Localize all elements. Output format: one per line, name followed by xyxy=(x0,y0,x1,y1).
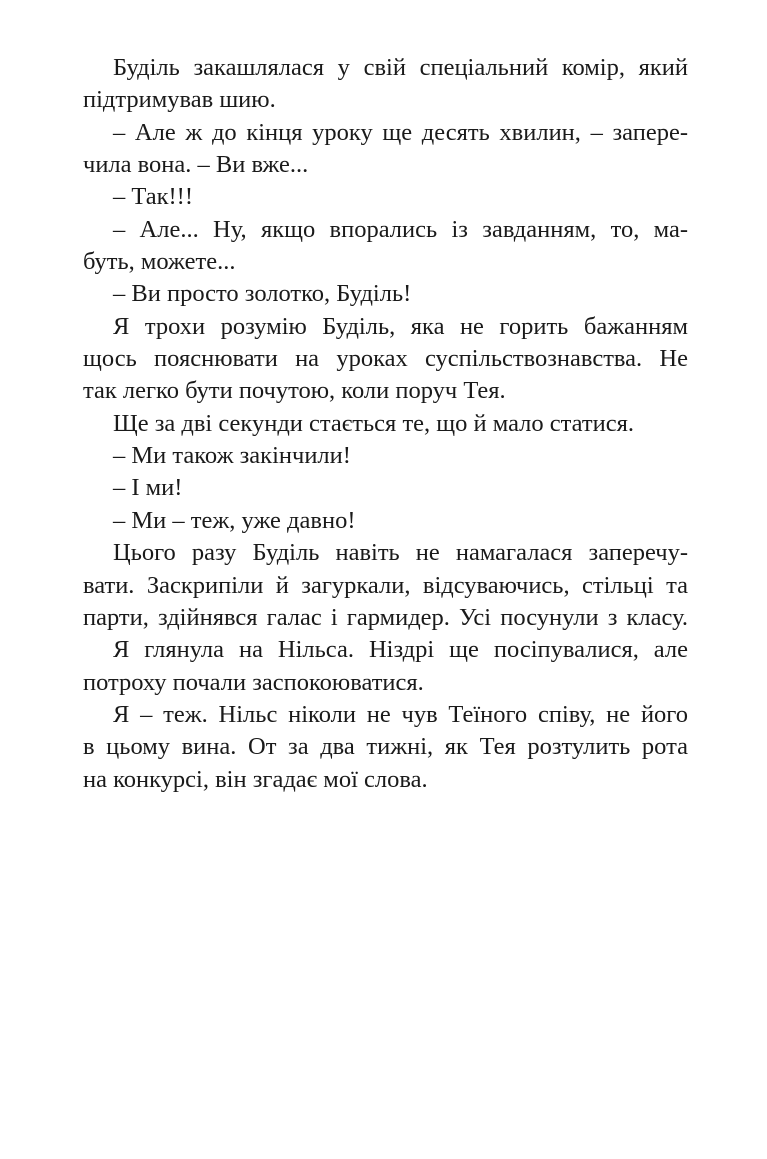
text-line-14: – І ми! xyxy=(113,474,183,502)
text-line-11: так легко бути почутою, коли поруч Тея. xyxy=(83,377,506,405)
text-line-16: Цього разу Буділь навіть не намагалася заперечу- xyxy=(113,539,688,567)
text-line-23: на конкурсі, він згадає мої слова. xyxy=(83,765,428,793)
text-line-19: Я глянула на Нільса. Ніздрі ще посіпувалися, але xyxy=(113,636,688,664)
text-line-13: – Ми також закінчили! xyxy=(113,442,351,470)
text-line-22: в цьому вина. От за два тижні, як Тея розтулить рота xyxy=(83,733,688,761)
text-line-3: – Але ж до кінця уроку ще десять хвилин, – запере- xyxy=(113,118,688,146)
body-text xyxy=(83,52,688,796)
text-line-5: – Так!!! xyxy=(113,183,193,211)
text-line-15: – Ми – теж, уже давно! xyxy=(113,506,356,534)
text-line-9: Я трохи розумію Буділь, яка не горить бажанням xyxy=(113,312,688,340)
text-line-21: Я – теж. Нільс ніколи не чув Теїного співу, не його xyxy=(113,700,688,728)
text-line-10: щось пояснювати на уроках суспільствознавства. Не xyxy=(83,345,688,373)
text-line-2: підтримував шию. xyxy=(83,86,276,114)
text-line-6: – Але... Ну, якщо впорались із завданням, то, ма- xyxy=(113,215,688,243)
text-line-4: чила вона. – Ви вже... xyxy=(83,151,309,179)
text-line-20: потроху почали заспокоюватися. xyxy=(83,668,424,696)
text-line-7: буть, можете... xyxy=(83,248,236,276)
text-line-1: Буділь закашлялася у свій спеціальний комір, який xyxy=(113,54,688,81)
text-line-8: – Ви просто золотко, Буділь! xyxy=(113,280,412,308)
text-line-17: вати. Заскрипіли й загуркали, відсуваючись, стільці та xyxy=(83,571,688,599)
text-line-12: Ще за дві секунди стається те, що й мало статися. xyxy=(113,409,634,437)
text-line-18: парти, здійнявся галас і гармидер. Усі посунули з класу. xyxy=(83,603,688,631)
